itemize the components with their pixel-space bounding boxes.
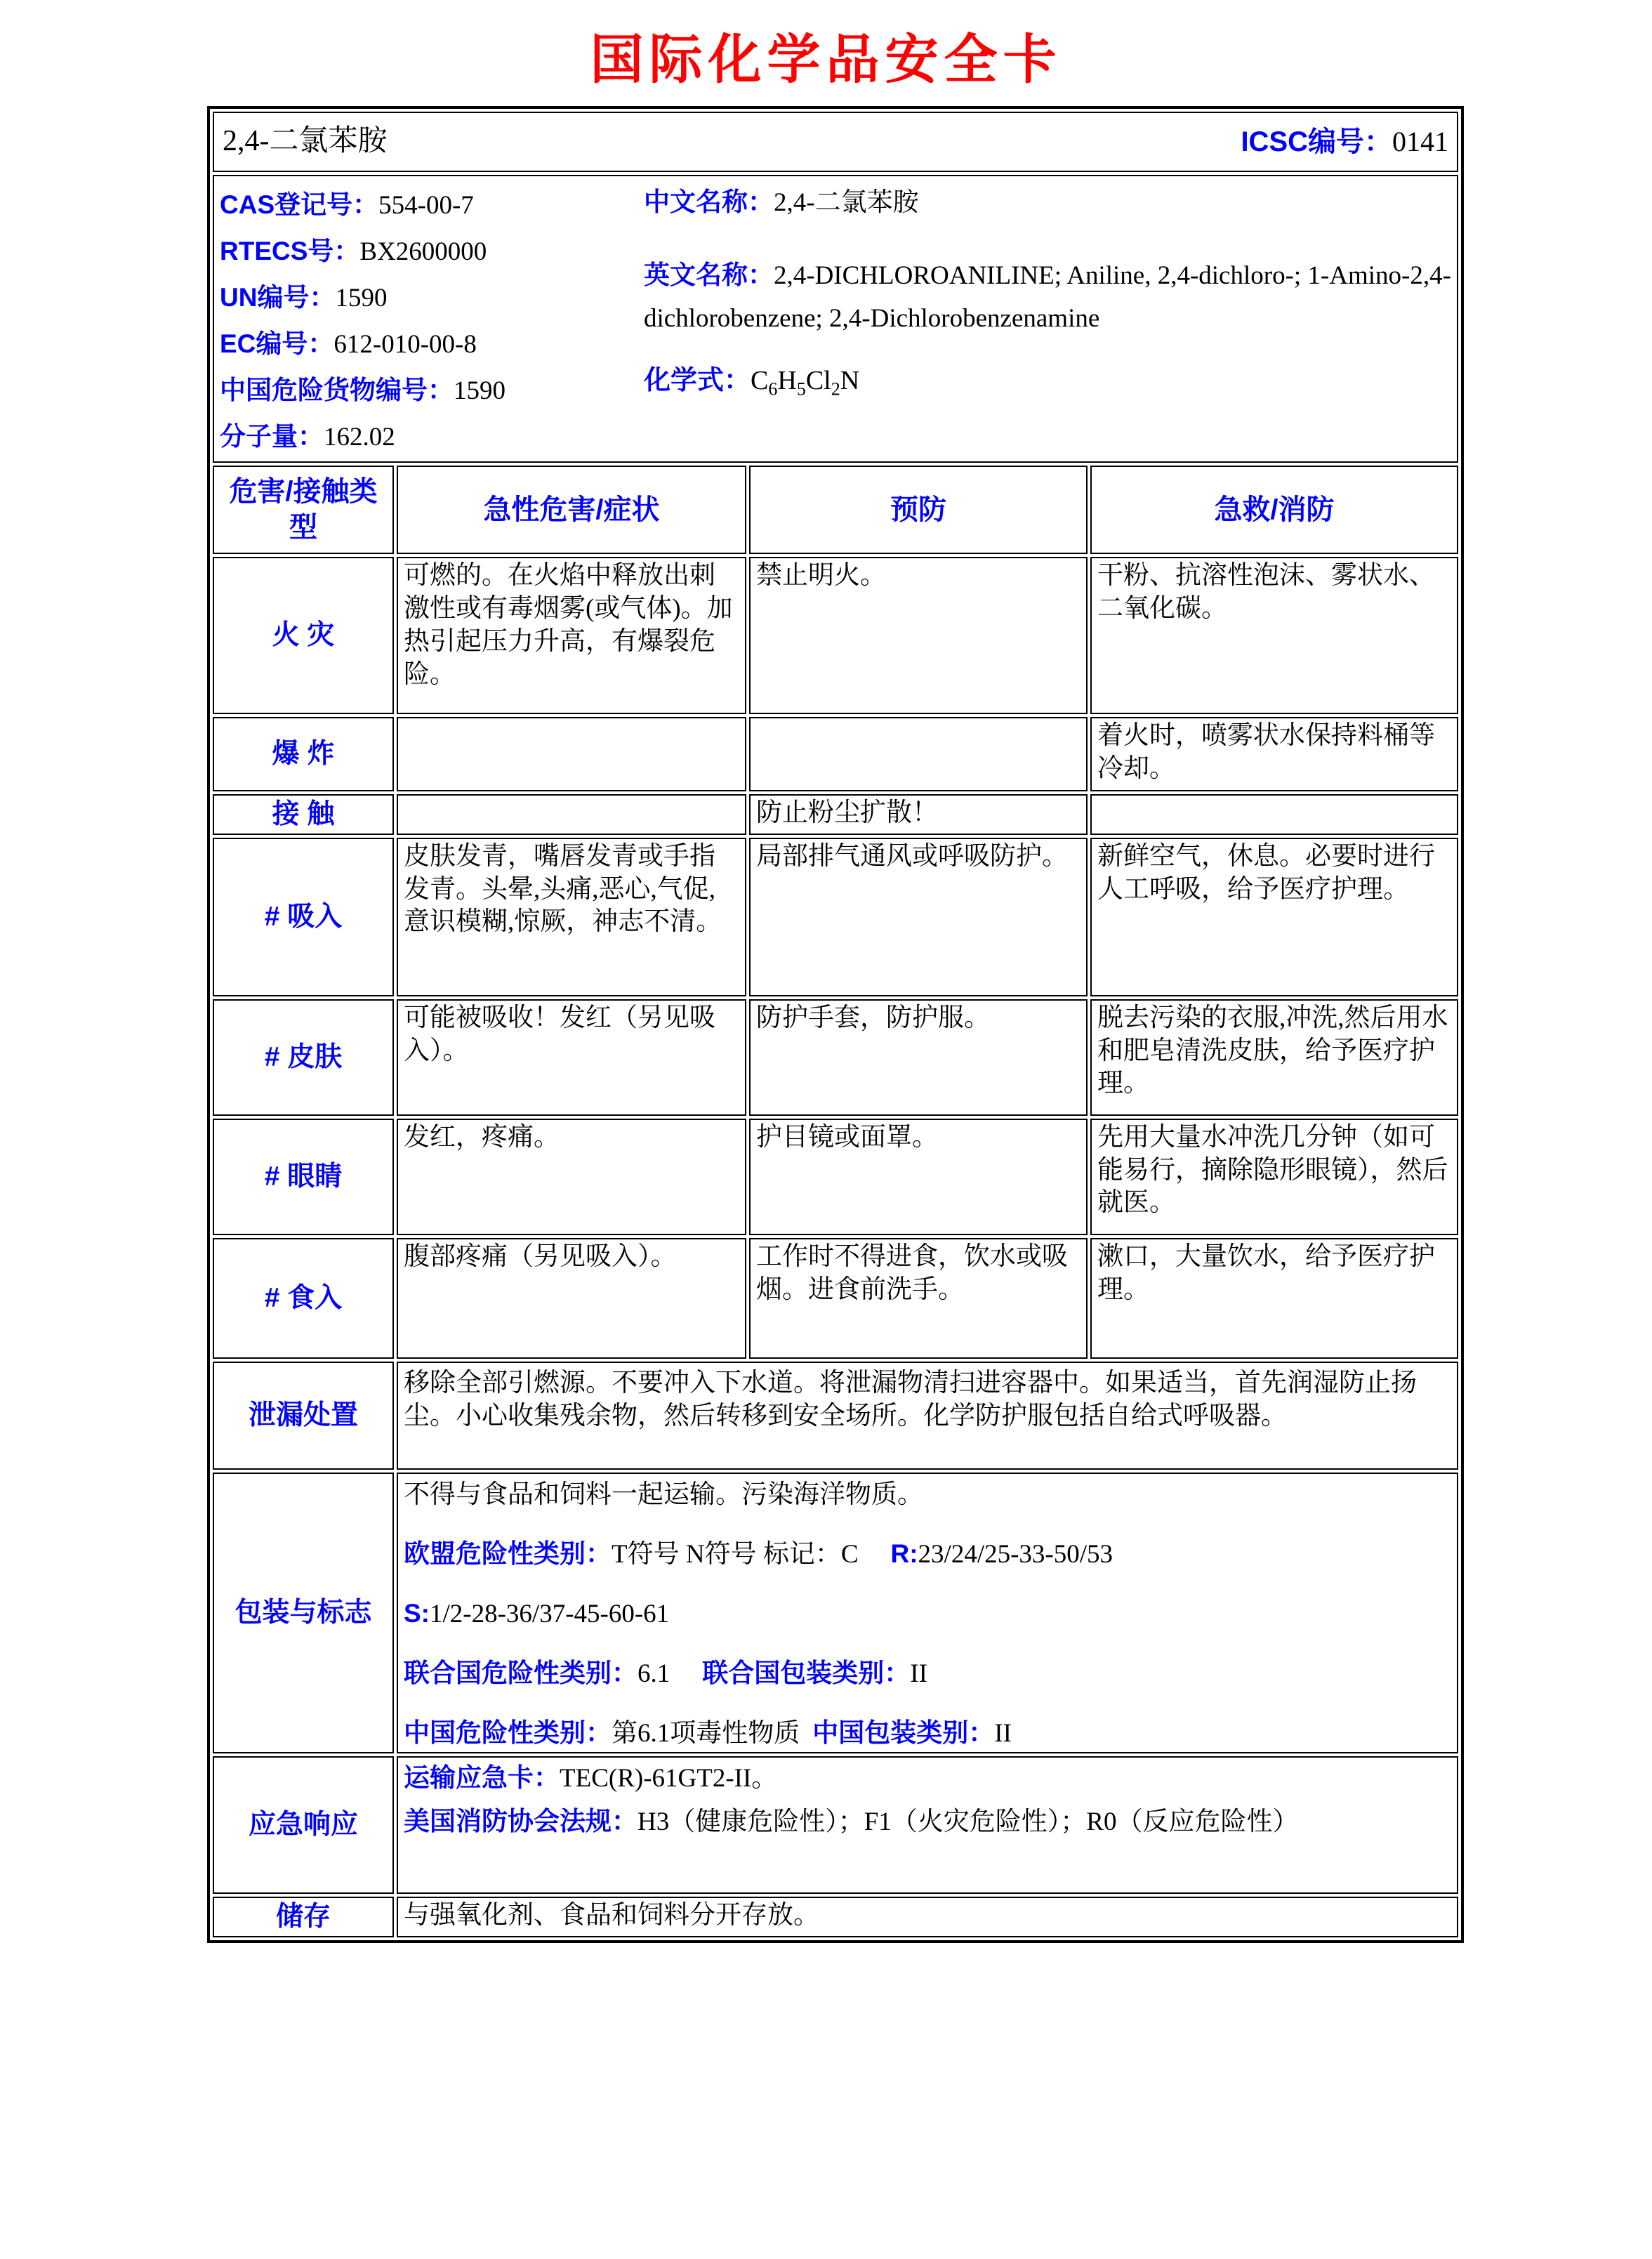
symptoms-cell: 皮肤发青，嘴唇发青或手指发青。头晕,头痛,恶心,气促,意识模糊,惊厥，神志不清。 [397, 838, 746, 996]
safety-card-table [207, 106, 1464, 1943]
storage-text: 与强氧化剂、食品和饲料分开存放。 [397, 1897, 1458, 1937]
formula-label: 化学式： [644, 366, 751, 396]
un-pack-label: 联合国包装类别： [702, 1658, 911, 1687]
response-cell: 脱去污染的衣服,冲洗,然后用水和肥皂清洗皮肤，给予医疗护理。 [1090, 999, 1458, 1116]
identifier-row [220, 275, 641, 321]
page-title: 国际化学品安全卡 [590, 31, 1062, 90]
packaging-transport-note: 不得与食品和饲料一起运输。污染海洋物质。 [404, 1480, 923, 1509]
english-name-value: 2,4-DICHLOROANILINE; Aniline, 2,4-dichloro-; 1-Amino-2,4-dichlorobenzene; 2,4-Dichlorobenzenamine [644, 261, 1451, 334]
cn-class-value: 第6.1项毒性物质 [612, 1718, 800, 1748]
s-phrases-label: S: [404, 1598, 430, 1628]
response-cell: 先用大量水冲洗几分钟（如可能易行，摘除隐形眼镜），然后就医。 [1090, 1119, 1458, 1235]
identifier-row [220, 182, 641, 228]
eu-class-value: T符号 N符号 标记：C [612, 1539, 859, 1569]
nfpa-value: H3（健康危险性）；F1（火灾危险性）；R0（反应危险性） [637, 1807, 1299, 1836]
identifier-label: EC编号： [220, 329, 334, 358]
name-list [641, 182, 1451, 460]
spill-row [213, 1362, 1458, 1470]
hazard-row-explosion [213, 717, 1458, 791]
packaging-s-line [404, 1597, 1451, 1631]
hazard-type-cell: # 皮肤 [213, 999, 394, 1116]
identifier-value: 1590 [454, 376, 505, 405]
nfpa-line [404, 1805, 1451, 1839]
prevention-cell: 局部排气通风或呼吸防护。 [749, 838, 1088, 996]
icsc-value: 0141 [1392, 125, 1449, 157]
identifier-value: 554-00-7 [378, 191, 474, 220]
chinese-name-line [644, 186, 1451, 220]
packaging-eu-line [404, 1537, 1451, 1572]
formula-line [644, 364, 1451, 401]
transport-card-label: 运输应急卡： [404, 1763, 560, 1792]
identity-row [213, 175, 1458, 463]
nfpa-label: 美国消防协会法规： [404, 1806, 637, 1836]
prevention-cell: 禁止明火。 [749, 557, 1088, 714]
cn-class-label: 中国危险性类别： [404, 1718, 612, 1747]
identifier-row [220, 367, 641, 414]
hazard-row-ingestion [213, 1238, 1458, 1359]
col-header-symptoms: 急性危害/症状 [397, 466, 746, 554]
un-pack-value: II [910, 1659, 927, 1688]
identifier-label: 中国危险货物编号： [220, 376, 454, 404]
hazard-type-cell: 接 触 [213, 794, 394, 835]
packaging-row [213, 1473, 1458, 1753]
eu-class-label: 欧盟危险性类别： [404, 1539, 612, 1568]
identifier-row [220, 414, 641, 460]
r-phrases-value: 23/24/25-33-50/53 [918, 1539, 1114, 1569]
section-type-cell: 应急响应 [213, 1756, 394, 1894]
section-type-cell: 包装与标志 [213, 1473, 394, 1753]
storage-row [213, 1897, 1458, 1937]
prevention-cell: 工作时不得进食，饮水或吸烟。进食前洗手。 [749, 1238, 1088, 1359]
hazard-type-cell: # 眼睛 [213, 1119, 394, 1235]
symptoms-cell: 可燃的。在火焰中释放出刺激性或有毒烟雾(或气体)。加热引起压力升高，有爆裂危险。 [397, 557, 746, 714]
response-cell [1090, 794, 1458, 835]
cn-pack-value: II [994, 1718, 1012, 1748]
identifier-list [220, 182, 641, 460]
un-class-label: 联合国危险性类别： [404, 1658, 637, 1687]
hazard-row-fire [213, 557, 1458, 714]
identifier-value: 162.02 [324, 423, 395, 452]
transport-card-value: TEC(R)-61GT2-II。 [560, 1763, 778, 1793]
section-type-cell: 储存 [213, 1897, 394, 1937]
prevention-cell: 防护手套，防护服。 [749, 999, 1088, 1116]
symptoms-cell: 可能被吸收！发红（另见吸入）。 [397, 999, 746, 1116]
col-header-hazard-type: 危害/接触类型 [213, 466, 394, 554]
icsc-number [1241, 124, 1448, 160]
response-cell: 着火时，喷雾状水保持料桶等冷却。 [1090, 717, 1458, 791]
col-header-prevention: 预防 [749, 466, 1088, 554]
chinese-name-label: 中文名称： [644, 187, 774, 216]
hazard-row-eyes [213, 1119, 1458, 1235]
emergency-row [213, 1756, 1458, 1894]
prevention-cell: 护目镜或面罩。 [749, 1119, 1088, 1235]
packaging-cn-line [404, 1716, 1451, 1751]
identifier-value: 1590 [335, 284, 388, 312]
name-strip-row [213, 112, 1458, 172]
hazard-type-cell: # 吸入 [213, 838, 394, 996]
name-strip-cell [213, 112, 1458, 172]
hazard-type-cell: 火 灾 [213, 557, 394, 714]
english-name-label: 英文名称： [644, 260, 774, 289]
chemical-name: 2,4-二氯苯胺 [223, 125, 388, 158]
identifier-label: RTECS号： [220, 237, 360, 265]
response-cell: 新鲜空气，休息。必要时进行人工呼吸，给予医疗护理。 [1090, 838, 1458, 996]
s-phrases-value: 1/2-28-36/37-45-60-61 [430, 1599, 670, 1628]
spill-text: 移除全部引燃源。不要冲入下水道。将泄漏物清扫进容器中。如果适当，首先润湿防止扬尘。小心收集残余物，然后转移到安全场所。化学防护服包括自给式呼吸器。 [397, 1362, 1458, 1470]
chinese-name-value: 2,4-二氯苯胺 [774, 188, 919, 217]
response-cell: 漱口，大量饮水，给予医疗护理。 [1090, 1238, 1458, 1359]
packaging-content [397, 1473, 1458, 1753]
un-class-value: 6.1 [637, 1659, 670, 1688]
identity-cell [213, 175, 1458, 463]
formula-value: $C_6H_5Cl_2N$ [751, 366, 860, 400]
response-cell: 干粉、抗溶性泡沫、雾状水、二氧化碳。 [1090, 557, 1458, 714]
symptoms-cell [397, 794, 746, 835]
transport-card-line [404, 1762, 1451, 1796]
section-type-cell: 泄漏处置 [213, 1362, 394, 1470]
symptoms-cell: 发红，疼痛。 [397, 1119, 746, 1235]
prevention-cell: 防止粉尘扩散！ [749, 794, 1088, 835]
identifier-label: 分子量： [220, 422, 324, 451]
symptoms-cell [397, 717, 746, 791]
prevention-cell [749, 717, 1088, 791]
icsc-label: ICSC编号： [1241, 126, 1393, 157]
header-row [213, 466, 1458, 554]
symptoms-cell: 腹部疼痛（另见吸入）。 [397, 1238, 746, 1359]
emergency-content [397, 1756, 1458, 1894]
english-name-line [644, 253, 1451, 340]
hazard-row-inhalation [213, 838, 1458, 996]
r-phrases-label: R: [890, 1539, 918, 1568]
col-header-response: 急救/消防 [1090, 466, 1458, 554]
hazard-type-cell: 爆 炸 [213, 717, 394, 791]
hazard-row-skin [213, 999, 1458, 1116]
identifier-row [220, 321, 641, 367]
packaging-un-line [404, 1657, 1451, 1691]
hazard-row-contact [213, 794, 1458, 835]
identifier-label: UN编号： [220, 283, 336, 312]
identifier-label: CAS登记号： [220, 190, 379, 219]
identifier-value: BX2600000 [359, 237, 487, 266]
identifier-row [220, 228, 641, 275]
cn-pack-label: 中国包装类别： [812, 1718, 995, 1747]
identifier-value: 612-010-00-8 [333, 330, 477, 359]
hazard-type-cell: # 食入 [213, 1238, 394, 1359]
